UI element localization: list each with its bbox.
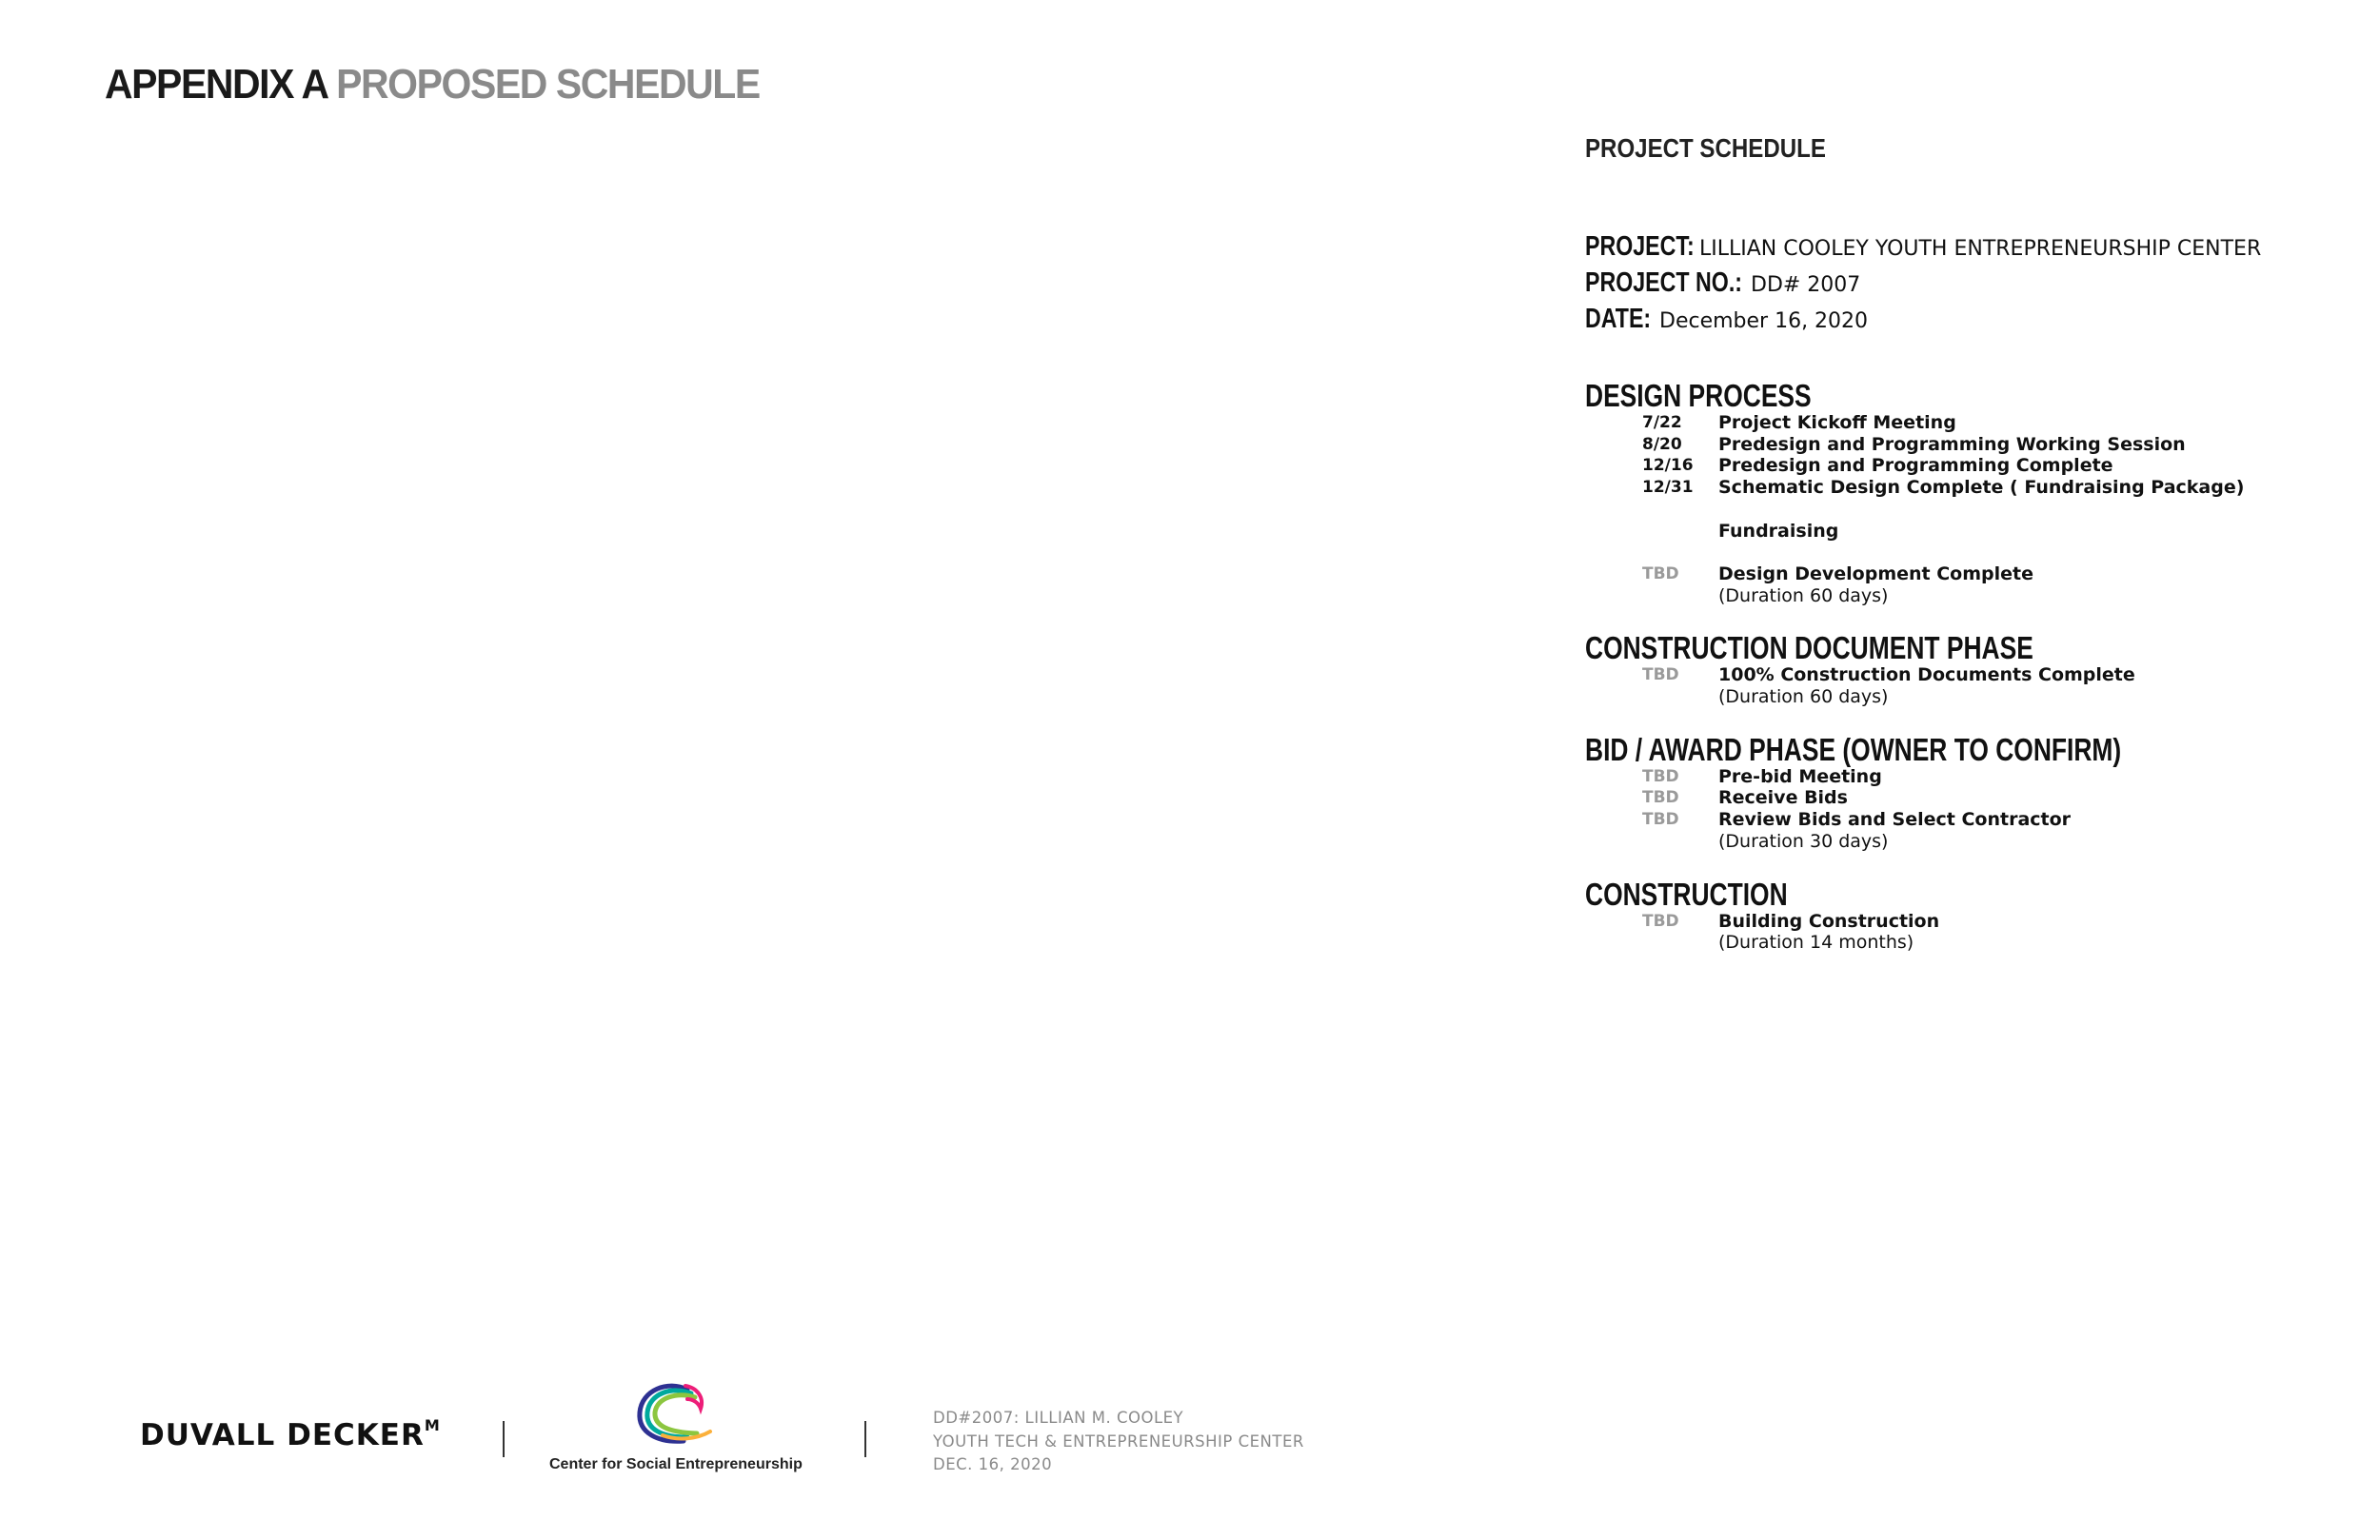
item-date: TBD xyxy=(1642,788,1679,808)
item-date xyxy=(1642,932,1718,954)
item-text xyxy=(1718,542,1725,563)
item-date: 8/20 xyxy=(1642,434,1682,454)
meta-row-date xyxy=(1585,304,2366,340)
schedule-item xyxy=(1642,455,2366,477)
item-text: Building Construction xyxy=(1718,910,1940,932)
meta-value: December 16, 2020 xyxy=(1659,309,1869,333)
item-text: Receive Bids xyxy=(1718,787,1848,809)
item-date: 7/22 xyxy=(1642,413,1682,432)
schedule-items xyxy=(1642,766,2366,853)
item-text: (Duration 14 months) xyxy=(1718,932,1914,954)
item-text: Pre-bid Meeting xyxy=(1718,765,1882,787)
schedule-item xyxy=(1642,766,2366,788)
item-date xyxy=(1642,542,1718,563)
section-title: CONSTRUCTION xyxy=(1585,876,1788,912)
cse-logo-icon xyxy=(630,1380,716,1449)
footer-divider xyxy=(503,1421,505,1457)
page-title xyxy=(105,61,760,109)
schedule-items xyxy=(1642,664,2366,707)
schedule-item xyxy=(1642,686,2366,708)
section-title: CONSTRUCTION DOCUMENT PHASE xyxy=(1585,630,2033,666)
footer-divider xyxy=(864,1421,866,1457)
schedule-item xyxy=(1642,585,2366,607)
project-meta xyxy=(1585,231,2366,340)
item-text: Review Bids and Select Contractor xyxy=(1718,809,2072,831)
item-date xyxy=(1642,686,1718,708)
schedule-heading: PROJECT SCHEDULE xyxy=(1585,133,1826,163)
item-text: 100% Construction Documents Complete xyxy=(1718,664,2135,686)
schedule-items xyxy=(1642,911,2366,954)
item-text: Predesign and Programming Complete xyxy=(1718,455,2113,477)
item-date: TBD xyxy=(1642,911,1679,931)
meta-label: PROJECT NO.: xyxy=(1585,267,1742,298)
item-date: TBD xyxy=(1642,766,1679,786)
schedule-item xyxy=(1642,412,2366,434)
meta-value: LILLIAN COOLEY YOUTH ENTREPRENEURSHIP CENTER xyxy=(1699,237,2262,261)
schedule-section xyxy=(1585,877,2366,954)
meta-label: DATE: xyxy=(1585,304,1652,334)
footer-info xyxy=(933,1407,1304,1477)
item-text: (Duration 60 days) xyxy=(1718,686,1889,708)
schedule-items xyxy=(1642,412,2366,606)
item-date: TBD xyxy=(1642,665,1679,685)
item-text: Predesign and Programming Working Session xyxy=(1718,433,2186,455)
item-date xyxy=(1642,499,1718,521)
item-date xyxy=(1642,521,1718,543)
item-date: TBD xyxy=(1642,810,1679,830)
schedule-item xyxy=(1642,787,2366,809)
firm-mark: M xyxy=(424,1416,441,1434)
schedule-item xyxy=(1642,831,2366,853)
meta-row-project xyxy=(1585,231,2366,267)
footer-info-line: DD#2007: LILLIAN M. COOLEY xyxy=(933,1409,1184,1427)
schedule-section xyxy=(1585,378,2366,606)
section-title: BID / AWARD PHASE (OWNER TO CONFIRM) xyxy=(1585,731,2122,767)
project-schedule xyxy=(1585,133,2366,954)
page-title-prefix: APPENDIX A xyxy=(105,61,327,108)
section-title: DESIGN PROCESS xyxy=(1585,378,1812,413)
schedule-item xyxy=(1642,932,2366,954)
schedule-item xyxy=(1642,477,2366,499)
item-text: Schematic Design Complete ( Fundraising Package) xyxy=(1718,477,2245,499)
meta-row-project-no xyxy=(1585,267,2366,304)
item-text: (Duration 60 days) xyxy=(1718,584,1889,606)
schedule-item xyxy=(1642,521,2366,543)
item-date xyxy=(1642,585,1718,607)
item-date xyxy=(1642,831,1718,853)
item-date: 12/31 xyxy=(1642,478,1694,498)
item-date: TBD xyxy=(1642,563,1679,583)
meta-label: PROJECT: xyxy=(1585,231,1695,262)
item-text: Design Development Complete xyxy=(1718,563,2033,584)
meta-value: DD# 2007 xyxy=(1751,273,1861,297)
schedule-item xyxy=(1642,434,2366,456)
firm-logo xyxy=(140,1418,441,1452)
schedule-section xyxy=(1585,732,2366,853)
item-date: 12/16 xyxy=(1642,456,1694,476)
schedule-item xyxy=(1642,499,2366,521)
schedule-item xyxy=(1642,809,2366,831)
footer-info-line: YOUTH TECH & ENTREPRENEURSHIP CENTER xyxy=(933,1431,1304,1451)
partner-name: Center for Social Entrepreneurship xyxy=(549,1456,803,1472)
schedule-section xyxy=(1585,630,2366,707)
schedule-item xyxy=(1642,563,2366,585)
item-text xyxy=(1718,499,1725,521)
item-text: Project Kickoff Meeting xyxy=(1718,412,1956,433)
schedule-sections xyxy=(1585,378,2366,954)
item-text: Fundraising xyxy=(1718,520,1839,542)
page-title-main: PROPOSED SCHEDULE xyxy=(336,61,760,108)
firm-name: DUVALL DECKER xyxy=(140,1418,425,1452)
schedule-item xyxy=(1642,542,2366,563)
footer-info-line: DEC. 16, 2020 xyxy=(933,1455,1053,1473)
schedule-item xyxy=(1642,664,2366,686)
item-text: (Duration 30 days) xyxy=(1718,830,1889,852)
schedule-item xyxy=(1642,911,2366,933)
